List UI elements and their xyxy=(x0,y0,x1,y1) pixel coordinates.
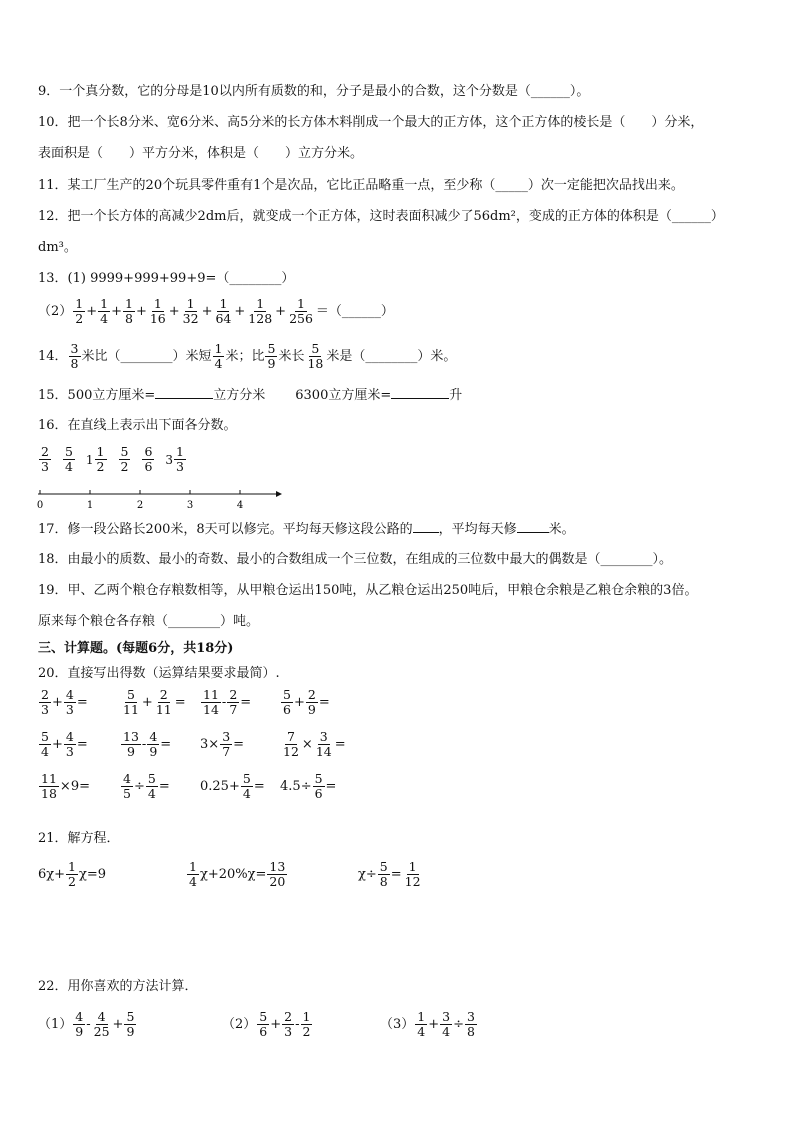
tick-label: 4 xyxy=(236,500,244,511)
fraction: $\frac{5}{9}$ xyxy=(126,1009,135,1039)
fraction: $\frac{2}{3}$ xyxy=(41,687,49,717)
question-10-line2: 表面积是（ ）平方分米，体积是（ ）立方分米。 xyxy=(38,146,364,161)
q16-fraction-list xyxy=(38,445,187,474)
q22-expression-1: （1） $\frac{4}{9}$ - $\frac{4}{25}$ + $\frac{5}{9}$ xyxy=(38,1009,135,1039)
fraction: $\frac{4}{9}$ xyxy=(75,1009,84,1039)
answer-blank[interactable] xyxy=(155,386,213,399)
fraction: $\frac{7}{12}$ xyxy=(283,729,299,759)
fraction: $\frac{1}{8}$ xyxy=(125,296,133,326)
fraction: $\frac{1}{3}$ xyxy=(176,444,184,474)
fraction: $\frac{5}{6}$ xyxy=(314,771,323,801)
q14-text-2: 米比（________）米短 xyxy=(81,349,212,364)
q13-prefix: （2） xyxy=(38,304,73,319)
equation-3: χ÷ $\frac{5}{8}$ = $\frac{1}{12}$ xyxy=(358,859,421,889)
fraction: $\frac{5}{11}$ xyxy=(123,687,139,717)
fraction: $\frac{5}{2}$ xyxy=(120,444,129,474)
tick-label: 2 xyxy=(136,500,144,511)
section-3-heading: 三、计算题。(每题6分，共18分) xyxy=(38,641,234,656)
fraction: $\frac{1}{64}$ xyxy=(215,296,232,326)
question-19-line2: 原来每个粮仓各存粮（________）吨。 xyxy=(38,614,260,629)
q20-expression: $\frac{11}{14}$ - $\frac{2}{7}$ = xyxy=(203,687,252,717)
fraction: $\frac{1}{2}$ xyxy=(75,296,84,326)
q16-fraction xyxy=(62,445,76,474)
question-19-line1: 19．甲、乙两个粮仓存粮数相等，从甲粮仓运出150吨，从乙粮仓运出250吨后，甲粮仓余粮是乙粮仓余粮的3倍。 xyxy=(38,583,698,598)
fraction: $\frac{11}{18}$ xyxy=(41,771,57,801)
fraction: $\frac{2}{9}$ xyxy=(307,687,316,717)
q20-expression: $\frac{13}{9}$ - $\frac{4}{9}$ = xyxy=(123,729,172,759)
fraction: $\frac{5}{6}$ xyxy=(259,1009,268,1039)
tick-label: 3 xyxy=(186,500,194,511)
fraction: $\frac{4}{5}$ xyxy=(123,771,131,801)
q20-expression: $\frac{5}{11}$ + $\frac{2}{11}$ = xyxy=(123,687,186,717)
fraction: $\frac{1}{4}$ xyxy=(417,1009,426,1039)
fraction: $\frac{3}{4}$ xyxy=(442,1009,451,1039)
fraction: $\frac{5}{6}$ xyxy=(283,687,291,717)
question-16-title: 16．在直线上表示出下面各分数。 xyxy=(38,418,237,433)
answer-blank[interactable] xyxy=(517,520,549,533)
q13-suffix: ＝（______） xyxy=(315,304,394,319)
q14-fraction-3: $\frac{5}{9}$ xyxy=(267,341,276,371)
question-13-part1: 13．(1) 9999+999+99+9=（________） xyxy=(38,271,295,286)
fraction: $\frac{2}{7}$ xyxy=(229,687,238,717)
q14-text-1: 14． xyxy=(38,349,68,364)
fraction: $\frac{1}{256}$ xyxy=(289,296,313,326)
q14-fraction-1: $\frac{3}{8}$ xyxy=(70,341,79,371)
number-line-arrow xyxy=(276,491,282,497)
question-22-title: 22．用你喜欢的方法计算． xyxy=(38,979,198,994)
fraction: $\frac{11}{14}$ xyxy=(203,687,219,717)
fraction: $\frac{4}{3}$ xyxy=(65,687,74,717)
question-14 xyxy=(38,342,456,371)
fraction: $\frac{3}{14}$ xyxy=(315,729,332,759)
fraction: $\frac{5}{4}$ xyxy=(147,771,156,801)
tick-label: 0 xyxy=(36,500,44,511)
q16-fraction xyxy=(141,445,155,474)
fraction: $\frac{6}{6}$ xyxy=(144,444,153,474)
fraction: $\frac{1}{2}$ xyxy=(96,444,105,474)
q14-fraction-2: $\frac{1}{4}$ xyxy=(214,341,223,371)
question-11: 11．某工厂生产的20个玩具零件重有1个是次品，它比正品略重一点，至少称（_____）次一定能把次品找出来。 xyxy=(38,178,684,193)
fraction: $\frac{2}{3}$ xyxy=(41,444,49,474)
fraction: $\frac{2}{11}$ xyxy=(155,687,172,717)
q16-fraction xyxy=(118,445,132,474)
fraction: $\frac{1}{32}$ xyxy=(182,296,199,326)
question-20-title: 20．直接写出得数（运算结果要求最简）. xyxy=(38,666,280,681)
q22-expression-3: （3） $\frac{1}{4}$ + $\frac{3}{4}$ ÷ $\frac{3}{8}$ xyxy=(380,1009,475,1039)
fraction: $\frac{1}{128}$ xyxy=(248,296,273,326)
q20-expression: $\frac{5}{4}$ + $\frac{4}{3}$ = xyxy=(41,729,88,759)
q16-fraction xyxy=(38,445,52,474)
question-21-title: 21．解方程． xyxy=(38,831,120,846)
q22-expression-2: （2） $\frac{5}{6}$ + $\frac{2}{3}$ - $\frac{1}{2}$ xyxy=(222,1009,311,1039)
q20-expression: $\frac{5}{6}$ + $\frac{2}{9}$ = xyxy=(283,687,330,717)
fraction: $\frac{4}{25}$ xyxy=(93,1009,110,1039)
question-10-line1: 10．把一个长8分米、宽6分米、高5分米的长方体木料削成一个最大的正方体，这个正方体的棱长是（ ）分米， xyxy=(38,115,704,130)
fraction: $\frac{13}{9}$ xyxy=(123,729,139,759)
fraction: $\frac{1}{2}$ xyxy=(302,1009,311,1039)
question-17: 17．修一段公路长200米，8天可以修完。平均每天修这段公路的 ，平均每天修 米。 xyxy=(38,522,575,537)
fraction: $\frac{3}{7}$ xyxy=(222,729,231,759)
fraction: $\frac{5}{4}$ xyxy=(41,729,49,759)
fraction: $\frac{2}{3}$ xyxy=(284,1009,293,1039)
question-12-line1: 12．把一个长方体的高减少2dm后，就变成一个正方体，这时表面积减少了56dm²，变成的正方体的体积是（______） xyxy=(38,209,724,224)
fraction: $\frac{4}{3}$ xyxy=(65,729,74,759)
number-line xyxy=(30,484,290,514)
question-9: 9．一个真分数，它的分母是10以内所有质数的和，分子是最小的合数，这个分数是（______）。 xyxy=(38,84,590,99)
q16-fraction: 3 $\frac{1}{3}$ xyxy=(165,444,184,474)
question-18: 18．由最小的质数、最小的奇数、最小的合数组成一个三位数，在组成的三位数中最大的偶数是（________）。 xyxy=(38,552,673,567)
equation-2: $\frac{1}{4}$ χ+20%χ= $\frac{13}{20}$ xyxy=(189,859,286,889)
answer-blank[interactable] xyxy=(413,520,439,533)
equation-1: 6χ+ $\frac{1}{2}$ χ=9 xyxy=(38,859,107,889)
question-15: 15．500立方厘米= 立方分米 6300立方厘米= 升 xyxy=(38,388,463,403)
q20-expression: $\frac{11}{18}$ ×9= xyxy=(41,771,90,801)
q20-expression: 4.5÷ $\frac{5}{6}$ = xyxy=(280,771,337,801)
q20-expression: $\frac{7}{12}$ × $\frac{3}{14}$ = xyxy=(283,729,346,759)
q20-expression: 0.25+ $\frac{5}{4}$ = xyxy=(200,771,265,801)
q14-text-3: 米；比 xyxy=(225,349,265,364)
fraction: $\frac{4}{9}$ xyxy=(149,729,158,759)
fraction: $\frac{3}{8}$ xyxy=(467,1009,475,1039)
q14-text-5: 米是（________）米。 xyxy=(326,349,457,364)
q13-fraction-sum: $\frac{1}{2}$ + $\frac{1}{4}$ + $\frac{1}{8}$ + $\frac{1}{16}$ + $\frac{1}{32}$ + $\frac{1}{64}$ + $\frac{1}{128}$ + $\frac{1}{256}$ xyxy=(75,296,313,326)
q20-expression: 3× $\frac{3}{7}$ = xyxy=(200,729,245,759)
fraction: $\frac{1}{16}$ xyxy=(149,296,166,326)
answer-blank[interactable] xyxy=(391,386,449,399)
fraction: $\frac{5}{4}$ xyxy=(64,444,73,474)
tick-label: 1 xyxy=(86,500,94,511)
q16-fraction: 1 $\frac{1}{2}$ xyxy=(85,444,105,474)
q14-text-4: 米长 xyxy=(278,349,305,364)
q14-fraction-4: $\frac{5}{18}$ xyxy=(307,341,324,371)
question-13-part2 xyxy=(38,297,394,326)
fraction: $\frac{1}{4}$ xyxy=(100,296,109,326)
question-12-line2: dm³。 xyxy=(38,240,77,255)
fraction: $\frac{5}{4}$ xyxy=(242,771,251,801)
q20-expression: $\frac{4}{5}$ ÷ $\frac{5}{4}$ = xyxy=(123,771,170,801)
q20-expression: $\frac{2}{3}$ + $\frac{4}{3}$ = xyxy=(41,687,88,717)
